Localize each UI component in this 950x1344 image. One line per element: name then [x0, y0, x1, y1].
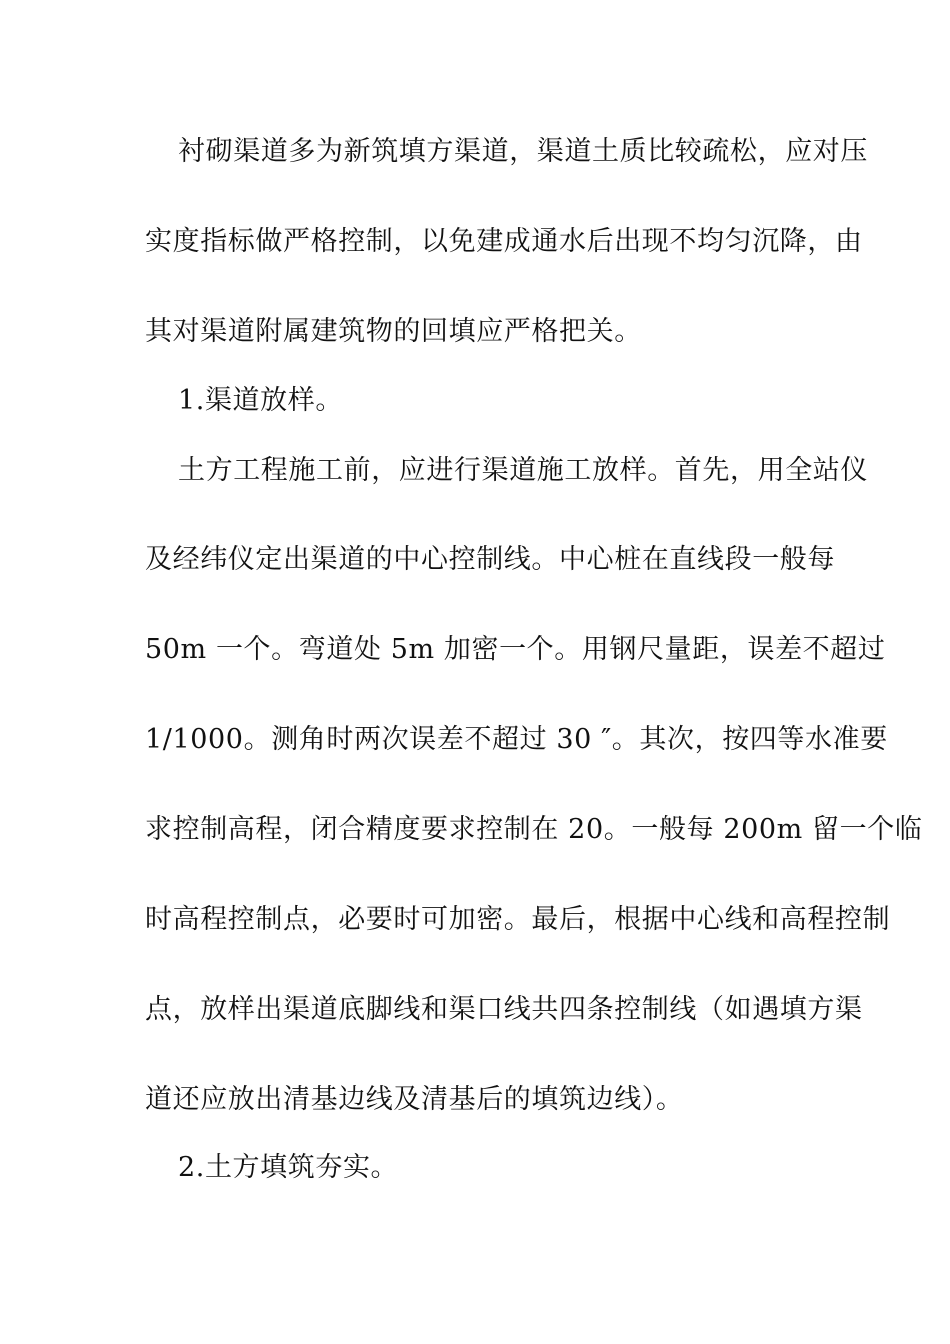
paragraph-line: 时高程控制点，必要时可加密。最后，根据中心线和高程控制 [145, 904, 891, 935]
paragraph-line: 求控制高程，闭合精度要求控制在 20。一般每 200m 留一个临 [145, 814, 923, 845]
paragraph-line: 土方工程施工前，应进行渠道施工放样。首先，用全站仪 [178, 455, 868, 486]
paragraph-line: 50m 一个。弯道处 5m 加密一个。用钢尺量距，误差不超过 [145, 634, 886, 665]
paragraph-line: 衬砌渠道多为新筑填方渠道，渠道土质比较疏松，应对压 [178, 136, 868, 167]
paragraph-line: 道还应放出清基边线及清基后的填筑边线）。 [145, 1084, 684, 1115]
paragraph-line: 1/1000。测角时两次误差不超过 30 ″。其次，按四等水准要 [145, 724, 888, 755]
paragraph-line: 及经纬仪定出渠道的中心控制线。中心桩在直线段一般每 [145, 544, 835, 575]
paragraph-line: 点，放样出渠道底脚线和渠口线共四条控制线（如遇填方渠 [145, 994, 863, 1025]
paragraph-line: 其对渠道附属建筑物的回填应严格把关。 [145, 316, 642, 347]
paragraph-line: 实度指标做严格控制，以免建成通水后出现不均匀沉降，由 [145, 226, 863, 257]
section-heading: 1.渠道放样。 [178, 385, 343, 416]
section-heading: 2.土方填筑夯实。 [178, 1152, 399, 1183]
